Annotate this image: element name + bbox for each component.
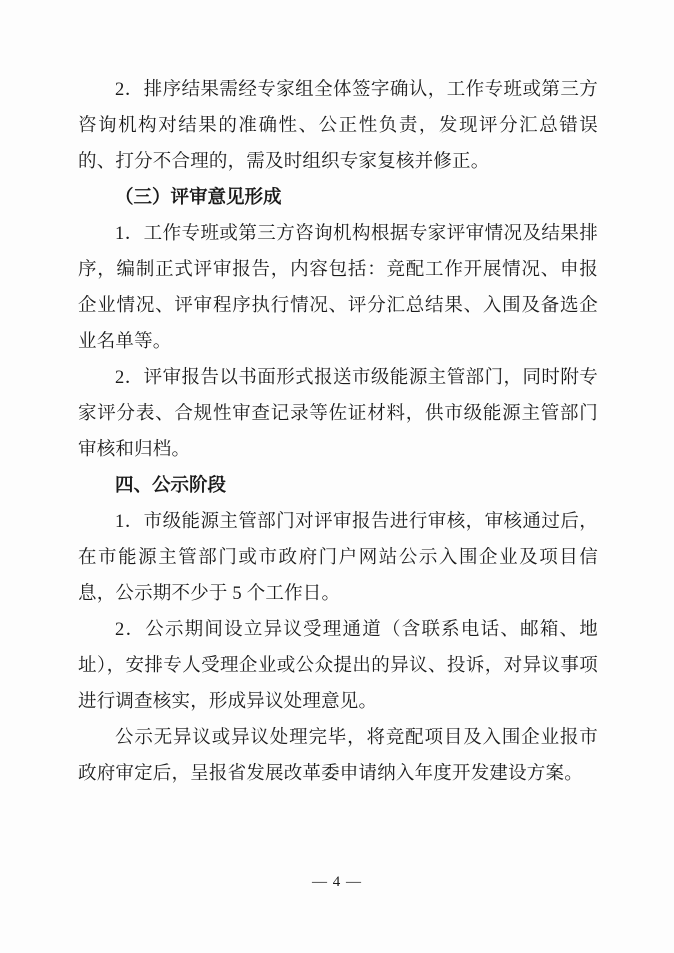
paragraph: 2．公示期间设立异议受理通道（含联系电话、邮箱、地址），安排专人受理企业或公众提出的异议、投诉，对异议事项进行调查核实，形成异议处理意见。 xyxy=(78,620,598,712)
paragraph: 1．工作专班或第三方咨询机构根据专家评审情况及结果排序，编制正式评审报告，内容包括：竞配工作开展情况、申报企业情况、评审程序执行情况、评分汇总结果、入围及备选企业名单等。 xyxy=(78,224,598,352)
section-heading: 四、公示阶段 xyxy=(115,476,227,496)
paragraph: 2．排序结果需经专家组全体签字确认，工作专班或第三方咨询机构对结果的准确性、公正性负责，发现评分汇总错误的、打分不合理的，需及时组织专家复核并修正。 xyxy=(78,80,598,172)
document-body xyxy=(78,72,598,792)
paragraph: 1．市级能源主管部门对评审报告进行审核，审核通过后，在市能源主管部门或市政府门户网站公示入围企业及项目信息，公示期不少于 5 个工作日。 xyxy=(78,512,598,604)
paragraph: 公示无异议或异议处理完毕，将竞配项目及入围企业报市政府审定后，呈报省发展改革委申请纳入年度开发建设方案。 xyxy=(78,728,598,784)
page-number: — 4 — xyxy=(312,874,362,890)
paragraph: 2．评审报告以书面形式报送市级能源主管部门，同时附专家评分表、合规性审查记录等佐证材料，供市级能源主管部门审核和归档。 xyxy=(78,368,598,460)
section-heading: （三）评审意见形成 xyxy=(115,188,282,208)
